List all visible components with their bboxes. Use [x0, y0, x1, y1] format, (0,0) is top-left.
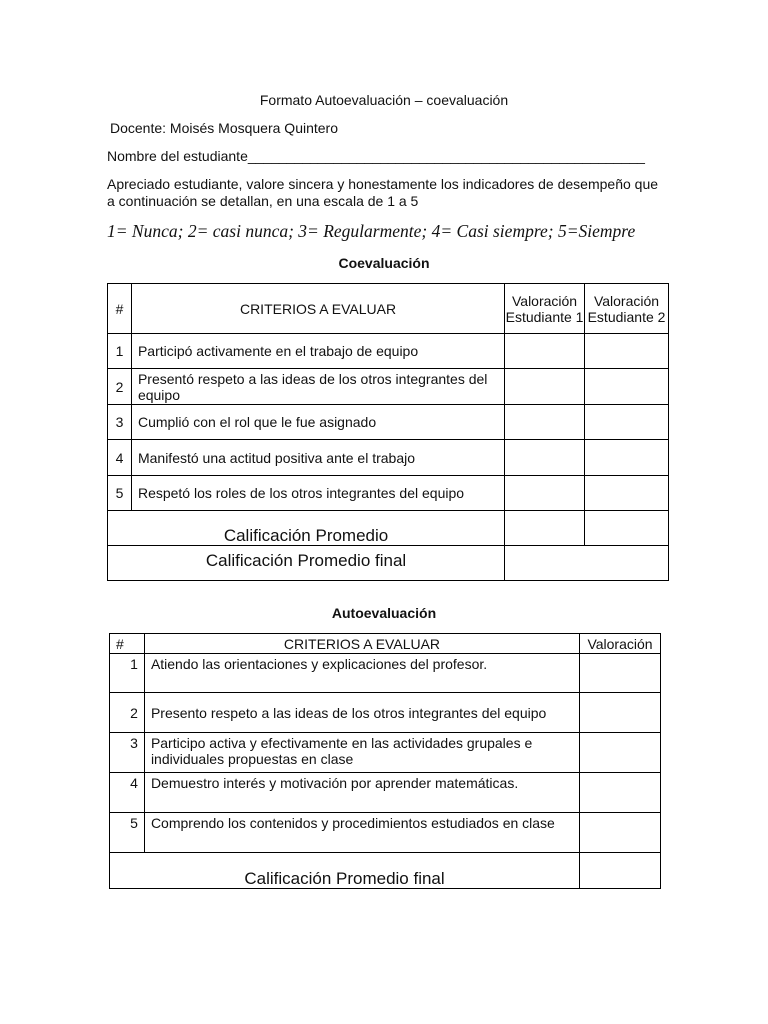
- rating-cell[interactable]: [580, 773, 661, 813]
- row-number: 4: [110, 773, 145, 813]
- rating-cell-student-1[interactable]: [505, 476, 585, 511]
- table-row: [108, 476, 669, 511]
- rating-cell-student-2[interactable]: [585, 476, 669, 511]
- row-number: 4: [108, 440, 132, 476]
- rating-cell[interactable]: [580, 693, 661, 733]
- criteria-text: Atiendo las orientaciones y explicaciones del profesor.: [144, 654, 579, 693]
- col-header-criteria: CRITERIOS A EVALUAR: [131, 284, 504, 334]
- rating-cell-student-1[interactable]: [505, 440, 585, 476]
- table-row: [108, 334, 669, 369]
- criteria-text: Comprendo los contenidos y procedimientos estudiados en clase: [144, 813, 579, 853]
- final-average-label: Calificación Promedio final: [110, 853, 580, 889]
- rating-cell-student-2[interactable]: [585, 334, 669, 369]
- rating-cell-student-2[interactable]: [585, 440, 669, 476]
- coevaluacion-table: [107, 283, 669, 581]
- col-header-number: #: [110, 634, 145, 654]
- average-cell-student-1[interactable]: [505, 511, 585, 546]
- rating-scale: 1= Nunca; 2= casi nunca; 3= Regularmente; 4= Casi siempre; 5=Siempre: [107, 221, 636, 241]
- col-header-value: Valoración: [580, 634, 661, 654]
- row-number: 1: [108, 334, 132, 369]
- instructions-line-2: a continuación se detallan, en una escala de 1 a 5: [107, 193, 419, 209]
- criteria-text: Presentó respeto a las ideas de los otros integrantes del equipo: [131, 369, 504, 405]
- average-cell-student-2[interactable]: [585, 511, 669, 546]
- rating-cell-student-2[interactable]: [585, 369, 669, 405]
- autoevaluacion-table: [109, 633, 661, 889]
- row-number: 3: [110, 733, 145, 773]
- table-row: [110, 813, 661, 853]
- teacher-name: Docente: Moisés Mosquera Quintero: [110, 120, 338, 136]
- row-number: 3: [108, 405, 132, 440]
- coevaluacion-heading: Coevaluación: [338, 255, 430, 271]
- average-label: Calificación Promedio: [108, 511, 505, 546]
- final-average-label: Calificación Promedio final: [108, 546, 505, 581]
- criteria-text: Participó activamente en el trabajo de equipo: [131, 334, 504, 369]
- rating-cell[interactable]: [580, 654, 661, 693]
- instructions-line-1: Apreciado estudiante, valore sincera y honestamente los indicadores de desempeño que: [107, 176, 659, 192]
- rating-cell-student-2[interactable]: [585, 405, 669, 440]
- row-number: 2: [108, 369, 132, 405]
- col-header-number: #: [108, 284, 132, 334]
- criteria-text: Respetó los roles de los otros integrantes del equipo: [131, 476, 504, 511]
- criteria-text: Manifestó una actitud positiva ante el trabajo: [131, 440, 504, 476]
- criteria-text: Participo activa y efectivamente en las actividades grupales e individuales propuestas en clase: [144, 733, 579, 773]
- rating-cell[interactable]: [580, 813, 661, 853]
- rating-cell[interactable]: [580, 733, 661, 773]
- col-header-student-1: Valoración Estudiante 1: [505, 284, 585, 334]
- autoevaluacion-heading: Autoevaluación: [331, 605, 437, 621]
- row-number: 1: [110, 654, 145, 693]
- table-row: [110, 693, 661, 733]
- criteria-text: Cumplió con el rol que le fue asignado: [131, 405, 504, 440]
- row-number: 5: [108, 476, 132, 511]
- criteria-text: Demuestro interés y motivación por aprender matemáticas.: [144, 773, 579, 813]
- rating-cell-student-1[interactable]: [505, 334, 585, 369]
- rating-cell-student-1[interactable]: [505, 405, 585, 440]
- criteria-text: Presento respeto a las ideas de los otros integrantes del equipo: [144, 693, 579, 733]
- row-number: 5: [110, 813, 145, 853]
- table-row: [110, 654, 661, 693]
- table-row: [110, 773, 661, 813]
- table-row: [108, 369, 669, 405]
- col-header-criteria: CRITERIOS A EVALUAR: [144, 634, 579, 654]
- student-name-line: Nombre del estudiante___________________________________________________: [107, 148, 645, 164]
- final-average-cell[interactable]: [580, 853, 661, 889]
- col-header-student-2: Valoración Estudiante 2: [585, 284, 669, 334]
- rating-cell-student-1[interactable]: [505, 369, 585, 405]
- table-row: [110, 733, 661, 773]
- document-title: Formato Autoevaluación – coevaluación: [259, 92, 509, 108]
- table-row: [108, 405, 669, 440]
- row-number: 2: [110, 693, 145, 733]
- table-row: [108, 440, 669, 476]
- final-average-cell[interactable]: [505, 546, 669, 581]
